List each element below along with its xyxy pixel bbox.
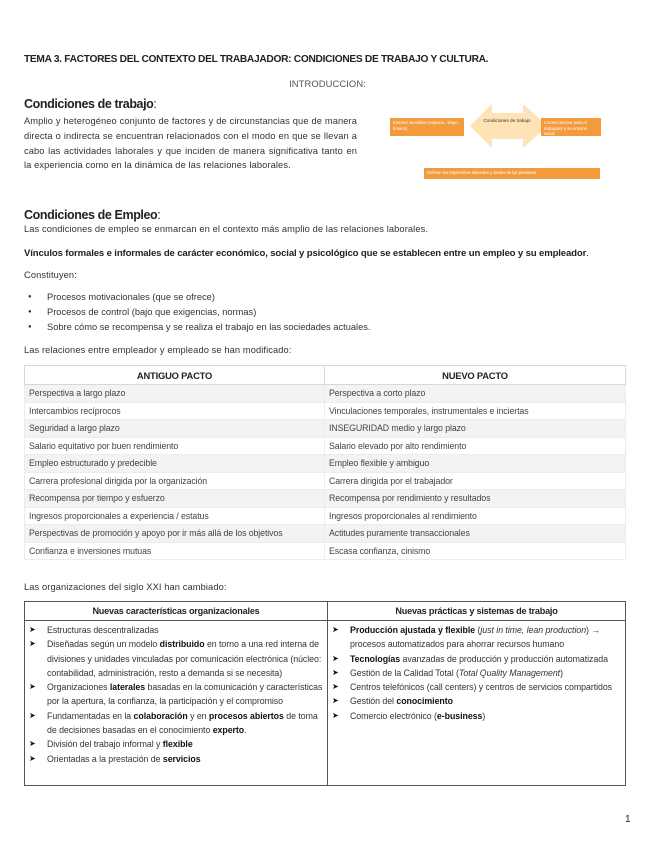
list-item: ➤ Orientadas a la prestación de servicios (29, 752, 323, 766)
list-item: ➤ Organizaciones laterales basadas en la comunicación y características por la apertura, la confianza, la participación y el compromiso (29, 680, 323, 709)
vinculos-definition: Vínculos formales e informales de carácter económico, social y psicológico que se establecen entre un empleo y su empleador. (24, 248, 589, 259)
diagram-left-box: Entorno inmediato (espacio, riesgo, horario) (390, 118, 464, 136)
table-cell: Salario elevado por alto rendimiento (325, 437, 626, 455)
table-cell: Recompensa por tiempo y esfuerzo (25, 490, 325, 508)
practicas-list (332, 623, 621, 723)
list-item: ● Sobre cómo se recompensa y se realiza el trabajo en las sociedades actuales. (24, 320, 371, 335)
table-cell: Carrera profesional dirigida por la organización (25, 472, 325, 490)
constituyen-label: Constituyen: (24, 270, 77, 280)
diagram-center-label: Condiciones de trabajo (483, 118, 531, 123)
table-cell: Seguridad a largo plazo (25, 420, 325, 438)
constituyen-list (24, 290, 371, 336)
condiciones-trabajo-text: Amplio y heterogéneo conjunto de factores y de circunstancias que de manera directa o indirecta se encuentran relacionados con el modo en que se llevan a cabo las actividades laborales y que inciden de manera significativa tanto en la experiencia como en la dinámica de las relaciones laborales. (24, 116, 357, 171)
pacto-table (24, 365, 626, 560)
list-item: ➤ Producción ajustada y flexible (just in time, lean production) → procesos automatizados para ahorrar recursos humano (332, 623, 621, 652)
table-row (25, 490, 626, 508)
practicas-cell (328, 621, 626, 786)
list-item: ➤ Gestión de la Calidad Total (Total Quality Management) (332, 666, 621, 680)
table-header-practicas: Nuevas prácticas y sistemas de trabajo (328, 602, 626, 621)
list-item: ➤ Tecnologías avanzadas de producción y producción automatizada (332, 652, 621, 666)
table-row (25, 402, 626, 420)
table-cell: Perspectivas de promoción y apoyo por ir más allá de los objetivos (25, 525, 325, 543)
table-row (25, 472, 626, 490)
table-row (25, 542, 626, 560)
table-cell: Carrera dirigida por el trabajador (325, 472, 626, 490)
diagram-bottom-box: Definen las trayectorias laborales y vitales de las personas (424, 168, 600, 179)
table-cell: Salario equitativo por buen rendimiento (25, 437, 325, 455)
list-item: ➤ Estructuras descentralizadas (29, 623, 323, 637)
table-row (25, 420, 626, 438)
relaciones-text: Las relaciones entre empleador y empleado se han modificado: (24, 345, 292, 355)
table-cell: Intercambios recíprocos (25, 402, 325, 420)
table-row (25, 385, 626, 403)
table-cell: Recompensa por rendimiento y resultados (325, 490, 626, 508)
conditions-diagram (390, 104, 600, 180)
diagram-right-box: Consecuencias para el trabajador y su entorno social (541, 118, 601, 136)
table-header-nuevo: NUEVO PACTO (325, 366, 626, 385)
table-cell: Actitudes puramente transaccionales (325, 525, 626, 543)
table-cell: Empleo flexible y ambiguo (325, 455, 626, 473)
table-header-antiguo: ANTIGUO PACTO (25, 366, 325, 385)
list-item: ➤ División del trabajo informal y flexible (29, 737, 323, 751)
list-item: ➤ Comercio electrónico (e-business) (332, 709, 621, 723)
table-cell: Perspectiva a corto plazo (325, 385, 626, 403)
table-cell: Ingresos proporcionales al rendimiento (325, 507, 626, 525)
table-header-caracteristicas: Nuevas características organizacionales (25, 602, 328, 621)
intro-heading: INTRODUCCION: (289, 78, 366, 89)
list-item: ➤ Gestión del conocimiento (332, 694, 621, 708)
table-row (25, 525, 626, 543)
table-row (25, 437, 626, 455)
table-cell: Escasa confianza, cinismo (325, 542, 626, 560)
organizaciones-intro: Las organizaciones del siglo XXI han cambiado: (24, 582, 227, 592)
condiciones-empleo-text: Las condiciones de empleo se enmarcan en el contexto más amplio de las relaciones laborales. (24, 224, 429, 234)
table-cell: Vinculaciones temporales, instrumentales e inciertas (325, 402, 626, 420)
organizaciones-table (24, 601, 626, 786)
document-title: TEMA 3. FACTORES DEL CONTEXTO DEL TRABAJADOR: CONDICIONES DE TRABAJO Y CULTURA. (24, 54, 489, 65)
table-row (25, 455, 626, 473)
table-cell: INSEGURIDAD medio y largo plazo (325, 420, 626, 438)
list-item: ● Procesos de control (bajo que exigencias, normas) (24, 305, 371, 320)
list-item: ➤ Diseñadas según un modelo distribuido en torno a una red interna de divisiones y unidades vinculadas por comunicación electrónica (núcleo: contabilidad, administración, resto a demanda si se necesita) (29, 637, 323, 680)
table-row (25, 507, 626, 525)
page-number: 1 (625, 814, 631, 825)
table-cell: Confianza e inversiones mutuas (25, 542, 325, 560)
table-cell: Ingresos proporcionales a experiencia / estatus (25, 507, 325, 525)
section-heading-condiciones-empleo: Condiciones de Empleo: (24, 208, 161, 222)
caracteristicas-list (29, 623, 323, 766)
list-item: ● Procesos motivacionales (que se ofrece) (24, 290, 371, 305)
table-cell: Perspectiva a largo plazo (25, 385, 325, 403)
section-heading-condiciones-trabajo: Condiciones de trabajo: (24, 97, 157, 111)
list-item: ➤ Fundamentadas en la colaboración y en procesos abiertos de toma de decisiones basadas en el conocimiento experto. (29, 709, 323, 738)
list-item: ➤ Centros telefónicos (call centers) y centros de servicios compartidos (332, 680, 621, 694)
caracteristicas-cell (25, 621, 328, 786)
table-cell: Empleo estructurado y predecible (25, 455, 325, 473)
